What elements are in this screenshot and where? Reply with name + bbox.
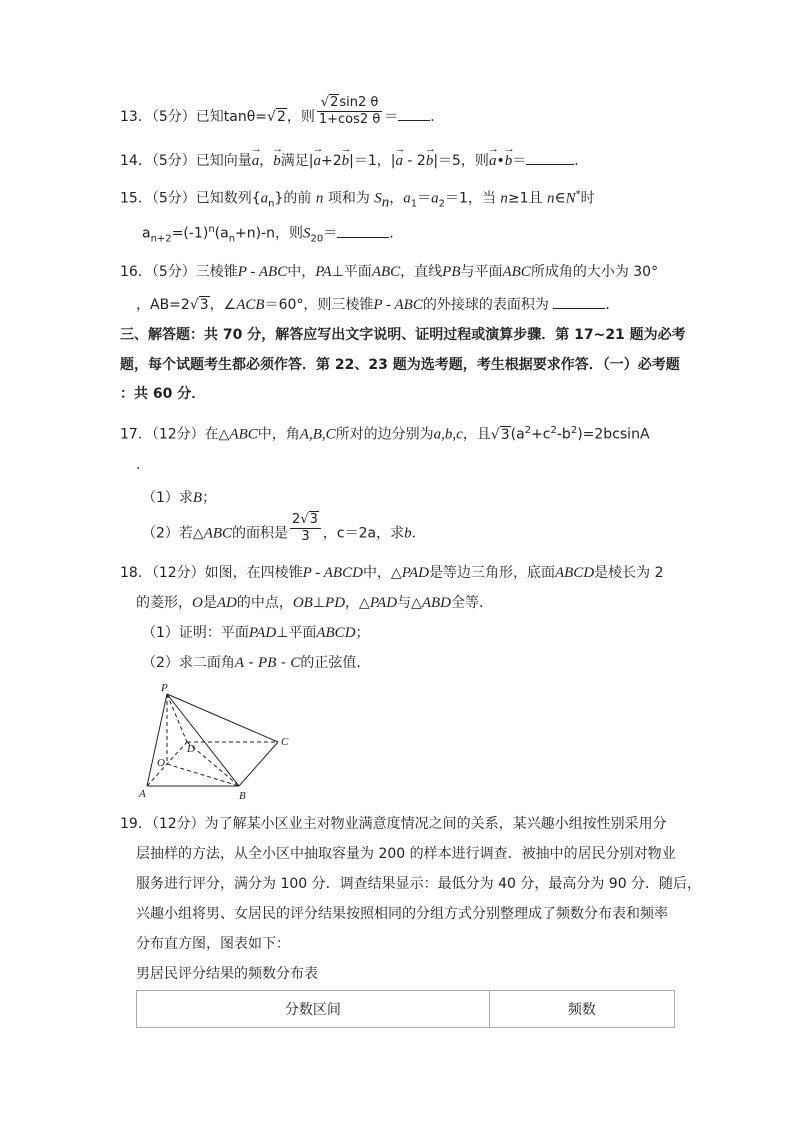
question-19-line3: 服务进行评分，满分为 100 分．调查结果显示：最低分为 40 分，最高分为 90 分．随后， xyxy=(136,876,702,892)
question-19-line5: 分布直方图，图表如下： xyxy=(136,936,290,952)
question-15: 15．（5分）已知数列$\{a_n\}$的前 n 项和为 $S_n$，$a_1=a_2=1$，当 n≥1且 n∈N*时 xyxy=(120,189,595,211)
question-18-line2: 的菱形，O是AD的中点，OB⊥PD，△PAD与△ABD全等． xyxy=(136,595,494,611)
question-17-part2: （2）若△ABC的面积是 $\frac{2√3}{3}$ ，c＝2a，求b． xyxy=(142,512,426,544)
question-19-line4: 兴趣小组将男、女居民的评分结果按照相同的分组方式分别整理成了频数分布表和频率 xyxy=(136,906,668,922)
question-16: 16．（5分）三棱锥P - ABC中，PA⊥平面ABC，直线PB与平面ABC所成角的大小为 30° xyxy=(120,264,659,280)
question-19: 19．（12分）为了解某小区业主对物业满意度情况之间的关系，某兴趣小组按性别采用分 xyxy=(120,816,667,832)
label-O: O xyxy=(157,757,165,769)
vector-b: → b xyxy=(273,151,281,171)
question-17: 17．（12分）在△ABC中，角A,B,C所对的边分别为a,b,c，且$√3(a^2+c^2-b^2)=2bcsinA$ xyxy=(120,425,650,443)
question-17-dot: . xyxy=(136,457,141,473)
question-18-part2: （2）求二面角A - PB - C的正弦值． xyxy=(142,655,371,671)
question-18: 18．（12分）如图，在四棱锥P - ABCD中，△PAD是等边三角形，底面ABCD是棱长为 2 xyxy=(120,565,664,581)
answer-blank xyxy=(553,294,605,309)
label-P: P xyxy=(161,682,168,694)
label-B: B xyxy=(239,790,246,802)
sqrt: √2 xyxy=(267,109,286,125)
answer-blank xyxy=(526,150,574,165)
section-3-header-line3: ：共 60 分． xyxy=(120,386,206,402)
label-C: C xyxy=(281,736,289,748)
pyramid-figure xyxy=(135,680,305,805)
label-A: A xyxy=(139,788,146,800)
fraction: $\frac{2√3}{3}$ xyxy=(290,512,321,545)
frequency-table xyxy=(136,990,675,1028)
header-score-range: 分数区间 xyxy=(137,991,490,1028)
question-15-line2: $a_{n+2}=(-1)^n(a_n+n)-n$，则$S_{20}=$ ． xyxy=(142,224,404,245)
question-13: 13．（5分）已知tanθ=√2，则 $\frac{√2\sin 2 \theta}{1+\cos 2 \theta}$ ＝ ． xyxy=(120,94,445,127)
vector-a: → a xyxy=(252,151,260,171)
table-header-row xyxy=(137,991,675,1028)
fraction: $\frac{√2\sin 2 \theta}{1+\cos 2 \theta}$ xyxy=(318,94,381,127)
section-3-header: 三、解答题：共 70 分，解答应写出文字说明、证明过程或演算步骤．第 17~21 题为必考 xyxy=(120,327,686,343)
question-18-part1: （1）证明：平面PAD⊥平面ABCD； xyxy=(142,625,370,641)
section-3-header-line2: 题，每个试题考生都必须作答．第 22、23 题为选考题，考生根据要求作答．（一）必考题 xyxy=(120,357,680,373)
question-19-line2: 层抽样的方法，从全小区中抽取容量为 200 的样本进行调查．被抽中的居民分别对物业 xyxy=(136,846,676,862)
question-17-part1: （1）求B； xyxy=(142,490,217,506)
answer-blank xyxy=(398,106,430,121)
table-title: 男居民评分结果的频数分布表 xyxy=(136,966,318,982)
header-frequency: 频数 xyxy=(489,991,674,1028)
question-14: 14．（5分）已知向量→ a，→ b满足|→ a+2→ b|＝1，|→ a - 2→ b|＝5，则→ a•→ b＝ ． xyxy=(120,150,588,171)
label-D: D xyxy=(187,743,195,755)
answer-blank xyxy=(337,223,389,238)
question-16-line2: ，AB=2√3，∠ACB＝60°，则三棱锥P - ABC的外接球的表面积为 ． xyxy=(136,294,619,315)
